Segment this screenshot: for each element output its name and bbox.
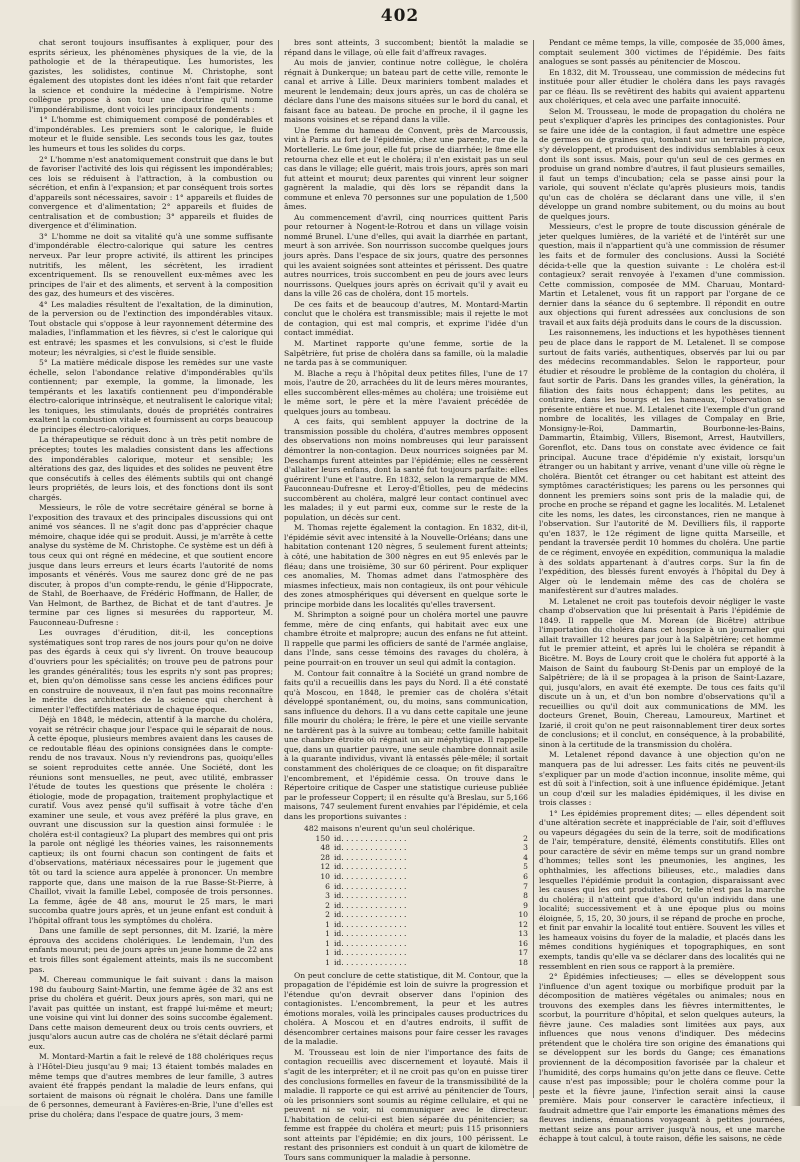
table-header: 482 maisons n'eurent qu'un seul cholérique. — [304, 824, 528, 834]
paragraph: 1° Les épidémies proprement dites; — elles dépendent soit d'une altération secrète et inappréciable de l'air, soit d'effluves ou vapeurs dégagées du sein de la terre, soit de modifications de l'air, température, densité, éléments constitutifs. Elles ont pour caractère de sévir en même temps sur un grand nombre d'hommes; telles sont les pneumonies, les angines, les ophthalmies, les affections bilieuses, etc., maladies dans lesquelles l'épidémie produit la contagion, disparaissant avec les causes qui les ont produites. Or, telle n'est pas la marche du choléra; il n'atteint que d'abord qu'un individu dans une localité; successivement et à une époque plus ou moins éloignée, 5, 15, 20, 30 jours, il se répand de proche en proche, et finit par envahir la localité tout entière. Souvent les villes et les hameaux voisins du foyer de la maladie, et placés dans les mêmes conditions hygiéniques et topographiques, en sont exempts, tandis qu'elle va se déclarer dans des localités qui ne ressemblent en rien sous ce rapport à la première. — [539, 809, 785, 971]
cholera-count: 18 — [508, 958, 528, 968]
cholera-count: 3 — [508, 843, 528, 853]
cholera-count: 4 — [508, 853, 528, 863]
row-label: id. . . . . . . . . . . . . . — [334, 920, 508, 930]
paragraph: Dans une famille de sept personnes, dit M. Izarié, la mère éprouva des accidens cholériques. Le lendemain, l'un des enfants mourut; peu de jours après un jeune homme de 22 ans et trois filles sont également atteints, mais ils ne succombent pas. — [29, 926, 273, 974]
paragraph: A ces faits, qui semblent appuyer la doctrine de la transmission possible du choléra, d'autres membres opposent des observations non moins nombreuses qui leur paraissent démontrer la non-contagion. Deux nourrices soignées par M. Deschamps furent atteintes par l'épidémie; elles ne cessèrent d'allaiter leurs enfans, dont la santé fut toujours parfaite: elles guérirent l'une et l'autre. En 1832, selon la remarque de MM. Fauconneau-Dufresne et Leroy-d'Étiolles, peu de médecins succombèrent au choléra, malgré leur contact continuel avec les malades; il y eut parmi eux, comme sur le reste de la population, un décès sur cent. — [284, 417, 528, 522]
column-rule — [278, 40, 279, 1098]
cholera-count: 10 — [508, 910, 528, 920]
paragraph: En 1832, dit M. Trousseau, une commission de médecins fut instituée pour aller étudier le choléra dans les pays ravagés par ce fléau. Ils se revêtirent des habits qui avaient appartenu aux cholériques, et cela avec une parfaite innocuité. — [539, 68, 785, 106]
row-label: id. . . . . . . . . . . . . . — [334, 872, 508, 882]
cholera-count: 7 — [508, 882, 528, 892]
paragraph: 4° Les maladies résultent de l'exaltation, de la diminution, de la perversion ou de l'extinction des impondérables vitaux. Tout obstacle qui s'oppose à leur rayonnement détermine des maladies, l'inflammation et les fièvres, si c'est le calorique qui est entravé; les spasmes et les convulsions, si c'est le fluide moteur; les névralgies, si c'est le fluide sensible. — [29, 300, 273, 357]
cholera-count: 13 — [508, 929, 528, 939]
row-label: id. . . . . . . . . . . . . . — [334, 882, 508, 892]
table-row — [306, 891, 528, 901]
table-row — [306, 853, 528, 863]
cholera-count: 6 — [508, 872, 528, 882]
cholera-count: 9 — [508, 901, 528, 911]
table-row — [306, 901, 528, 911]
row-label: id. . . . . . . . . . . . . . — [334, 843, 508, 853]
column-rule — [533, 40, 534, 1098]
table-row — [306, 929, 528, 939]
paragraph: Messieurs, c'est le propre de toute discussion générale de jeter quelques lumières, de la variété et de l'intérêt sur une question, mais il n'appartient qu'à une commission de résumer les faits et de formuler des conclusions. Aussi la Société décida-t-elle que la question suivante : Le choléra est-il contagieux? serait renvoyée à l'examen d'une commission. Cette commission, composée de MM. Charuau, Montard-Martin et Letalenet, vous fit un rapport par l'organe de ce dernier dans la séance du 6 septembre. Il répondit en outre aux objections qui furent adressées aux conclusions de son travail et aux faits déjà produits dans le cours de la discussion. — [539, 222, 785, 327]
house-count: 48 — [306, 843, 334, 853]
house-count: 10 — [306, 872, 334, 882]
table-row — [306, 958, 528, 968]
paragraph: Déjà en 1848, le médecin, attentif à la marche du choléra, voyait se rétrécir chaque jour l'espace qui le séparait de nous. À cette époque, plusieurs membres avaient dans les causes de ce redoutable fléau des opinions consignées dans le compte-rendu de nos travaux. Nous n'y reviendrons pas, quoiqu'elles se soient reproduites cette année. Une Société, dont les réunions sont mensuelles, ne peut, avec utilité, embrasser l'étude de toutes les questions que présente le choléra : étiologie, mode de propagation, traitement prophylactique et curatif. Vous avez pensé qu'il suffisait à votre tâche d'en examiner une seule, et vous avez préféré la plus grave, en ouvrant une discussion sur la question ainsi formulée : le choléra est-il contagieux? La plupart des membres qui ont pris la parole ont négligé les théories vaines, les raisonnements captieux; ils ont fourni chacun son contingent de faits et d'observations, matériaux nécessaires pour le jugement que tôt ou tard la science aura appelée à prononcer. Un membre rapporte que, dans une maison de la rue Basse-St-Pierre, à Chaillot, vivait la famille Lebel, composée de trois personnes. La femme, âgée de 48 ans, mourut le 25 mars, le mari succomba quatre jours après, et un jeune enfant est conduit à l'hôpital offrant tous les symptômes du choléra. — [29, 715, 273, 925]
table-row — [306, 843, 528, 853]
house-count: 1 — [306, 920, 334, 930]
paragraph: De ces faits et de beaucoup d'autres, M. Montard-Martin conclut que le choléra est transmissible; mais il rejette le mot de contagion, qui est mal compris, et exprime l'idée d'un contact immédiat. — [284, 300, 528, 338]
paragraph: 3° L'homme ne doit sa vitalité qu'à une somme suffisante d'impondérable électro-calorique qui sature les centres nerveux. Par leur propre activité, ils attirent les principes nutritifs, les mêlent, les sécrètent, les irradient excentriquement. Ils se renouvellent eux-mêmes avec les principes de l'air et des aliments, et servent à la composition des gaz, des humeurs et des viscères. — [29, 232, 273, 299]
page-number: 402 — [0, 6, 800, 26]
table-row — [306, 882, 528, 892]
paragraph: Une femme du hameau de Convent, près de Marcoussis, vint à Paris au fort de l'épidémie, chez une parente, rue de la Mortellerie. Le 6me jour, elle fut prise de diarrhée; le 8me elle retourna chez elle et eut le choléra; il n'en existait pas un seul cas dans le village; elle guérit, mais trois jours, après son mari fut atteint et mourut; deux parentes qui vinrent leur soigner gagnèrent la maladie, qui dès lors se répandit dans la commune et enleva 70 personnes sur une population de 1,500 âmes. — [284, 126, 528, 212]
paragraph: Au mois de janvier, continue notre collègue, le choléra régnait à Dunkerque; un bateau part de cette ville, remonte le canal et arrive à Lille. Deux mariniers tombent malades et meurent le lendemain; deux jours après, un cas de choléra se déclare dans l'une des maisons situées sur le bord du canal, et faisant face au bateau. De proche en proche, il il gagne les maisons voisines et se répand dans la ville. — [284, 58, 528, 125]
cholera-count: 16 — [508, 939, 528, 949]
paragraph: Messieurs, le rôle de votre secrétaire général se borne à l'exposition des travaux et des principales discussions qui ont animé vos séances. Il ne s'agit donc pas d'apprécier chaque mémoire, chaque idée qui se produit. Aussi, je m'arrête à cette analyse du système de M. Christophe. Ce système est un défi à tous ceux qui ont régné en médecine, et que soutient encore jusque dans leurs erreurs et leurs écarts l'autorité de noms imposants et vénérés. Vous me saurez donc gré de ne pas discuter, à propos d'un compte-rendu, le génie d'Hippocrate, de Stahl, de Boerhaave, de Frédéric Hoffmann, de Haller, de Van Helmont, de Barthez, de Bichat et de tant d'autres. Je termine par ces lignes si mesurées du rapporteur, M. Fauconneau-Dufresne : — [29, 503, 273, 627]
row-label: id. . . . . . . . . . . . . . — [334, 891, 508, 901]
cholera-count: 12 — [508, 920, 528, 930]
table-row — [306, 834, 528, 844]
paragraph: M. Letalenet ne croit pas toutefois devoir négliger le vaste champ d'observation que lui présentait à Paris l'épidémie de 1849. Il rappelle que M. Morean (de Bicêtre) attribue l'importation du choléra dans cet hospice à un journalier qui allait travailler 12 heures par jour à la Salpêtrière; cet homme fut le premier atteint, et après lui le choléra se répandit à Bicêtre. M. Boys de Loury croit que le choléra fut apporté à la Maison de Saint du faubourg St-Denis par un employé de la Salpêtrière; de là il se propagea à la prison de Saint-Lazare, qui, jusqu'alors, en avait été exempte. De tous ces faits qu'il discute un à un, et d'un bon nombre d'observations qu'il a recueillies ou qu'il doit aux communications de MM. les docteurs Grenet, Bouin, Chereau, Lamoureux, Martinet et Izarié, il croit qu'on ne peut raisonnablement tirer deux sortes de conclusions; et il conclut, en conséquence, à la probabilité, sinon à la certitude de la transmission du choléra. — [539, 597, 785, 750]
row-label: id. . . . . . . . . . . . . . — [334, 958, 508, 968]
table-row — [306, 872, 528, 882]
row-label: id. . . . . . . . . . . . . . — [334, 939, 508, 949]
house-count: 2 — [306, 901, 334, 911]
cholera-count: 17 — [508, 948, 528, 958]
table-rows — [306, 834, 528, 968]
paragraph: Les raisonnemens, les inductions et les hypothèses tiennent peu de place dans le rapport de M. Letalenet. Il se compose surtout de faits variés, authentiques, observés par lui ou par des médecins recommandables. Selon le rapporteur, pour étudier et résoudre le problème de la contagion du choléra, il faut sortir de Paris. Dans les grandes villes, la génération, la filiation des faits nous échappent; dans les petites, au contraire, dans les bourgs et les hameaux, l'observation se présente entière et nue. M. Letalenet cite l'exemple d'un grand nombre de localités, les villages de Compalay en Brie, Monsigny-le-Roi, Dammartin, Bourbonne-les-Bains, Dammartin, Étaimbig, Villers, Bisemont, Arrest, Hautvillers, Gorenflot, etc. Dans tous on constate avec évidence ce fait principal. Aucune trace d'épidémie n'y existait, lorsqu'un étranger ou un habitant y arrive, venant d'une ville où règne le choléra. Bientôt cet étranger ou cet habitant est atteint des symptômes caractéristiques; les parens ou les personnes qui donnent les premiers soins sont pris de la maladie qui, de proche en proche se répand et gagne les localités. M. Letalenet cite les noms, les dates, les circonstances, rien ne manque à l'observation. Sur l'autorité de M. Devilliers fils, il rapporte qu'en 1837, le 12e régiment de ligne quitta Marseille, et pendant la traversée perdit 10 hommes du choléra. Une partie de ce régiment, envoyée en expédition, communiqua la maladie à des soldats appartenant à d'autres corps. Sur la fin de l'expédition, des blessés furent envoyés à l'hôpital du Dey à Alger où le lendemain même des cas de choléra se manifestèrent sur d'autres malades. — [539, 328, 785, 595]
paragraph: bres sont atteints, 3 succombent; bientôt la maladie se répand dans le village, où elle fait d'affreux ravages. — [284, 38, 528, 57]
paragraph: M. Blache a reçu à l'hôpital deux petites filles, l'une de 17 mois, l'autre de 20, arrachées du lit de leurs mères mourantes, elles succombèrent elles-mêmes au choléra; une troisième eut le même sort, le père et la mère l'avaient précédée de quelques jours au tombeau. — [284, 369, 528, 417]
house-count: 1 — [306, 948, 334, 958]
paragraph: 5° La matière médicale dispose les remèdes sur une vaste échelle, selon l'abondance relative d'impondérables qu'ils contiennent; par exemple, la gomme, la limonade, les tempérants et les laxatifs contiennent peu d'impondérable électro-calorique intrinsèque, et neutralisent le calorique vital; les toniques, les stimulants, doués de propriétés contraires exaltent la combustion vitale et fournissent au corps beaucoup de principes électro-caloriques. — [29, 358, 273, 434]
paragraph: M. Martinet rapporte qu'une femme, sortie de la Salpêtrière, fut prise de choléra dans sa famille, où la maladie ne tarda pas à se communiquer. — [284, 339, 528, 368]
paragraph: Pendant ce même temps, la ville, composée de 35,000 âmes, comptait seulement 300 victimes de l'épidémie. Des faits analogues se sont passés au pénitencier de Moscou. — [539, 38, 785, 67]
row-label: id. . . . . . . . . . . . . . — [334, 910, 508, 920]
paragraph: M. Shrimpton a soigné pour un choléra mortel une pauvre femme, mère de cinq enfants, qui habitait avec eux une chambre étroite et malpropre; aucun des enfans ne fut atteint. Il rappelle que parmi les officiers de santé de l'armée anglaise, dans l'Inde, sans cesse témoins des ravages du choléra, à peine pourrait-on en trouver un seul qui admît la contagion. — [284, 610, 528, 667]
cholera-count: 5 — [508, 862, 528, 872]
row-label: id. . . . . . . . . . . . . . — [334, 901, 508, 911]
breslau-statistics-table — [306, 824, 528, 967]
row-label: id. . . . . . . . . . . . . . — [334, 929, 508, 939]
row-label: id. . . . . . . . . . . . . . — [334, 948, 508, 958]
house-count: 28 — [306, 853, 334, 863]
paragraph: M. Montard-Martin a fait le relevé de 188 cholériques reçus à l'Hôtel-Dieu jusqu'au 9 mai; 13 étaient tombés malades en même temps que d'autres membres de leur famille, 3 autres avaient été frappés pendant la maladie de leurs enfans, qui sortaient de maisons où régnait le choléra. Dans une famille de 6 personnes, demeurant à Favières-en-Brie, l'une d'elles est prise du choléra; dans l'espace de quatre jours, 3 mem- — [29, 1052, 273, 1119]
house-count: 1 — [306, 929, 334, 939]
row-label: id. . . . . . . . . . . . . . — [334, 862, 508, 872]
house-count: 1 — [306, 939, 334, 949]
paragraph: Au commencement d'avril, cinq nourrices quittent Paris pour retourner à Nogent-le-Rotrou et dans un village voisin nommé Brunel. L'une d'elles, qui avait la diarrhée en partant, meurt à son arrivée. Son nourrisson succombe quelques jours jours après. Dans l'espace de six jours, quatre des personnes qui les avaient soignées sont atteintes et périssent. Des quatre autres nourrices, trois succombent en peu de jours avec leurs nourrissons. Quelques jours après on écrivait qu'il y avait eu dans la ville 26 cas de choléra, dont 15 mortels. — [284, 213, 528, 299]
page-edge-shadow — [790, 0, 800, 1106]
paragraph: 2° L'homme n'est anatomiquement construit que dans le but de favoriser l'activité des lois qui régissent les impondérables; ces lois se réduisent à l'attraction, à la combustion ou sécrétion, et enfin à l'expansion; et par conséquent trois sortes d'appareils sont nécessaires, savoir : 1° appareils et fluides de convergence et d'alimentation; 2° appareils et fluides de centralisation et de combustion; 3° appareils et fluides de divergence et d'élimination. — [29, 155, 273, 231]
paragraph: Selon M. Trousseau, le mode de propagation du choléra ne peut s'expliquer d'après les principes des contagionistes. Pour se faire une idée de la contagion, il faut admettre une espèce de germes ou de graines qui, tombant sur un terrain propice, s'y développent, et produisent des individus semblables à ceux dont ils sont issus. Mais, pour qu'un seul de ces germes en produise un grand nombre d'autres, il faut plusieurs semailles, il faut un temps d'incubation; cela se passe ainsi pour la variole, qui souvent n'éclate qu'après plusieurs mois, tandis qu'un cas de choléra se déclarant dans une ville, il s'en développe un grand nombre subitement, ou du moins au bout de quelques jours. — [539, 107, 785, 222]
paragraph: M. Thomas rejette également la contagion. En 1832, dit-il, l'épidémie sévit avec intensité à la Nouvelle-Orléans; dans une habitation contenant 120 nègres, 5 seulement furent atteints; à côté, une habitation de 300 nègres en eut 95 enlevés par le fléau; dans une troisième, 30 sur 60 périrent. Pour expliquer ces anomalies, M. Thomas admet dans l'atmosphère des miasmes infectieux, mais non contagieux, ils ont pour véhicule des zones atmosphériques qui déversent en quelque sorte le principe morbide dans les localités qu'elles traversent. — [284, 523, 528, 609]
column-2-text-bottom — [284, 971, 528, 1162]
paragraph: 2° Épidémies infectieuses; — elles se développent sous l'influence d'un agent toxique ou morbifique produit par la décomposition de matières végétales ou animales; nous en trouvons des exemples dans les fièvres intermittentes, le scorbut, la pourriture d'hôpital, et selon quelques auteurs, la fièvre jaune. Ces maladies sont limitées aux pays, aux influences que nous venons d'indiquer. Des médecins prétendent que le choléra tire son origine des émanations qui se développent sur les bords du Gange; ces émanations proviennent de la décomposition favorisée par la chaleur et l'humidité, des corps humains qu'on jette dans ce fleuve. Cette cause n'est pas impossible; pour le choléra comme pour la peste et la fièvre jaune, l'infection serait ainsi la cause première. Mais pour conserver le caractère infectieux, il faudrait admettre que l'air emporte les émanations mêmes des fleuves indiens, émanations voyageant à petites journées, mettant seize ans pour arriver jusqu'à nous, et une marche échappe à tout calcul, à toute raison, défie les saisons, ne cède — [539, 972, 785, 1144]
house-count: 2 — [306, 910, 334, 920]
house-count: 150 — [306, 834, 334, 844]
house-count: 6 — [306, 882, 334, 892]
column-2 — [284, 38, 528, 1100]
cholera-count: 2 — [508, 834, 528, 844]
house-count: 1 — [306, 958, 334, 968]
paragraph: On peut conclure de cette statistique, dit M. Contour, que la propagation de l'épidémie est loin de suivre la progression et l'étendue qu'on devrait observer dans l'opinion des contagionistes. L'encombrement, la peur et les autres émotions morales, voilà les principales causes productrices du choléra. A Moscou et en d'autres endroits, il suffit de désencombrer certaines maisons pour faire cesser les ravages de la maladie. — [284, 971, 528, 1047]
column-1 — [29, 38, 273, 1100]
paragraph: M. Trousseau est loin de nier l'importance des faits de contagion recueillis avec discernement et loyauté. Mais il s'agit de les interpréter; et il ne croit pas qu'on en puisse tirer des conclusions formelles en faveur de la transmissibilité de la maladie. Il rapporte ce qui est arrivé au pénitencier de Tours, où les prisonniers sont soumis au régime cellulaire, et qui ne peuvent ni se voir, ni communiquer avec le directeur. L'habitation de celui-ci est bien séparée du pénitencier; sa femme est frappée du choléra et meurt; puis 115 prisonniers sont atteints par l'épidémie; en dix jours, 100 périssent. Le restant des prisonniers est conduit à un quart de kilomètre de Tours sans communiquer la maladie à personne. — [284, 1048, 528, 1162]
column-3 — [539, 38, 785, 1100]
paragraph: M. Letalenet répond davance à une objection qu'on ne manquera pas de lui adresser. Les faits cités ne peuvent-ils s'expliquer par un mode d'action inconnue, insolite même, qui est dû soit à l'infection, soit à une influence épidémique. Jetant un coup d'œil sur les maladies épidémiques, il les divise en trois classes : — [539, 750, 785, 807]
paragraph: M. Contour fait connaître à la Société un grand nombre de faits qu'il a recueillis dans les pays du Nord. Il a été constaté qu'à Moscou, en 1848, le premier cas de choléra s'était développé spontanément, ou, du moins, sans communication, sans influence du dehors. Il a vu dans cette capitale une jeune fille mourir du choléra; le frère, le père et une vieille servante ne tardèrent pas à la suivre au tombeau; cette famille habitait une chambre étroite où régnait un air méphytique. Il rappelle que, dans un quartier pauvre, une seule chambre donnait asile à la quarante individus, vivant là entassés pêle-mêle; il sortait constamment des cholériques de ce cloaque; on fit disparaître l'encombrement, et l'épidémie cessa. On trouve dans le Répertoire critique de Casper une statistique curieuse publiée par le professeur Coppert; il en résulte qu'à Breslau, sur 5,166 maisons, 747 seulement furent envahies par l'épidémie, et cela dans les proportions suivantes : — [284, 669, 528, 822]
table-row — [306, 910, 528, 920]
paragraph: 1° L'homme est chimiquement composé de pondérables et d'impondérables. Les premiers sont le calorique, le fluide moteur et le fluide sensible. Les seconds tous les gaz, toutes les humeurs et tous les solides du corps. — [29, 115, 273, 153]
house-count: 3 — [306, 891, 334, 901]
table-row — [306, 939, 528, 949]
paragraph: Les ouvrages d'érudition, dit-il, les conceptions systématiques sont trop rares de nos jours pour qu'on ne doive pas des égards à ceux qui s'y livrent. On trouve beaucoup d'ouvriers pour les spécialités; on trouve peu de patrons pour les grandes généralités; tous les esprits n'y sont pas propres; et, bien qu'on démolisse sans cesse les anciens édifices pour en construire de nouveaux, il n'en faut pas moins reconnaître le mérite des architectes de la science qui cherchent à cimenter l'effectifdes matériaux de chaque époque. — [29, 628, 273, 714]
table-row — [306, 862, 528, 872]
house-count: 12 — [306, 862, 334, 872]
cholera-count: 8 — [508, 891, 528, 901]
table-row — [306, 948, 528, 958]
paragraph: chat seront toujours insuffisantes à expliquer, pour des esprits sérieux, les phénomènes physiques de la vie, de la pathologie et de la thérapeutique. Les humoristes, les gazistes, les solidistes, continue M. Christophe, sont également des utopistes dont les idées n'ont fait que retarder la science et conduire la médecine à l'empirisme. Notre collègue propose à son tour une doctrine qu'il nomme l'impondérabilisme, dont voici les principaux fondements : — [29, 38, 273, 114]
row-label: id. . . . . . . . . . . . . . — [334, 853, 508, 863]
table-row — [306, 920, 528, 930]
column-2-text-top — [284, 38, 528, 821]
paragraph: La thérapeutique se réduit donc à un très petit nombre de préceptes; toutes les maladies consistent dans les affections des impondérables calorique, moteur et sensible; les altérations des gaz, des liquides et des solides ne peuvent être que consécutifs à celles des éléments subtils qui ont changé leurs propriétés, de leurs lois, et des fonctions dont ils sont chargés. — [29, 435, 273, 502]
row-label: id. . . . . . . . . . . . . . — [334, 834, 508, 844]
paragraph: M. Chereau communique le fait suivant : dans la maison 198 du faubourg Saint-Martin, une femme âgée de 32 ans est prise du choléra et guérit. Deux jours après, son mari, qui ne l'avait pas quittée un instant, est frappé lui-même et meurt; une voisine qui vint lui donner des soins succombe également. Dans cette maison demeurent deux ou trois cents ouvriers, et jusqu'alors aucun autre cas de choléra ne s'était déclaré parmi eux. — [29, 975, 273, 1051]
